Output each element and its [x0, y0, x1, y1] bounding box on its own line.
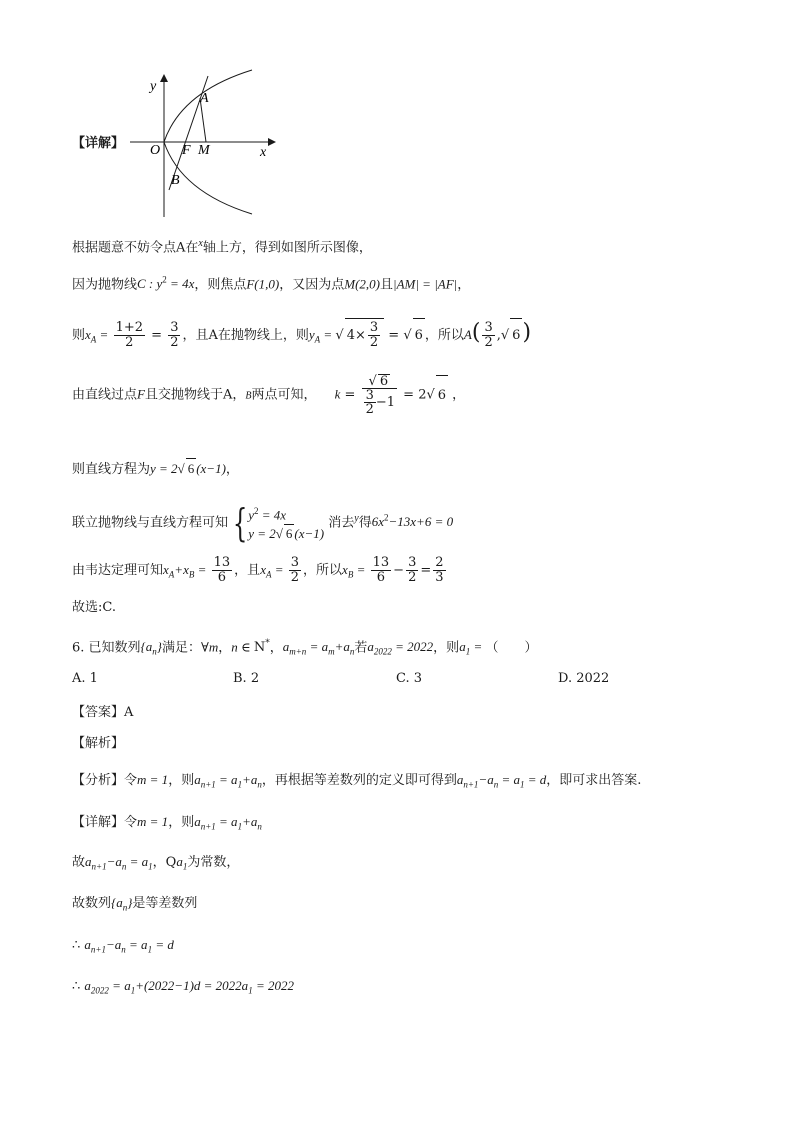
solution-line-3: 则$x_A$ = $\frac{1+2}{2}$ = $\frac{3}{2}$ ，且A在抛物线上，则$y_A$ = √ 4× $\frac{3}{2}$ = √ 6 ，所以A( $\frac{3}{2}$ ,√ 6): [72, 316, 531, 357]
text: ，且A在抛物线上，则: [182, 328, 309, 343]
solution-line-6: [72, 496, 453, 545]
text: 且交抛物线于A，: [144, 387, 246, 403]
math: = 4x: [166, 276, 195, 292]
answer-line: 【答案】A: [72, 705, 134, 720]
fraction: $\frac{3}{2}$: [290, 555, 300, 585]
therefore-line-1: ∴ $a_{n+1}-a_n = a_1 = d$: [72, 937, 174, 955]
solution-line-5: 则直线方程为y = 2√ 6 (x−1)，: [72, 458, 239, 480]
text: 【分析】令: [72, 773, 138, 788]
text: 根据题意不妨令点A在: [72, 240, 199, 256]
label-f: F: [182, 143, 191, 158]
x-axis-arrow: [268, 138, 276, 146]
math: $y_A$ =: [308, 327, 336, 345]
text: 【详解】令: [72, 815, 138, 830]
math-quadratic: $6x^2-13x+6 = 0$: [371, 513, 454, 530]
option-b: B. 2: [233, 671, 260, 686]
text: ，: [152, 855, 166, 870]
math: B: [245, 390, 252, 402]
text: 得: [358, 515, 372, 531]
text: ，则: [433, 640, 460, 656]
math-point-a: A: [463, 327, 472, 342]
math-line-eq: y = 2√ 6 (x−1): [150, 461, 226, 476]
text: ，所以: [303, 563, 343, 578]
math: y: [354, 513, 359, 524]
sqrt-sign: √: [335, 328, 344, 343]
text: 则: [72, 328, 86, 343]
question-6: 6. 已知数列$\{a_n\}$满足：∀m，n ∈ N*，$a_{m+n} = a_m+a_n$若$a_{2022} = 2022$，则$a_1$ = （ ）: [72, 639, 538, 657]
fraction: $\frac{13}{6}$: [213, 555, 231, 585]
text: ，则焦点: [194, 277, 247, 293]
text: ，且: [234, 563, 261, 578]
text: 满足：: [161, 640, 201, 656]
text: 消去: [328, 515, 355, 531]
text: ，所以: [424, 328, 464, 343]
fraction: [114, 321, 145, 350]
fraction: √ 6 $\frac{3}{2}$ −1: [362, 374, 397, 416]
analysis-line: 【分析】令m = 1，则$a_{n+1} = a_1+a_n$，再根据等差数列的定义即可得到$a_{n+1}-a_n = a_1 = d$，即可求出答案.: [72, 772, 642, 790]
math: F: [137, 386, 145, 402]
math-curve: C : $y^2 = 4x$: [137, 275, 195, 292]
text: ，则: [168, 815, 195, 830]
therefore-line-2: ∴ $a_{2022} = a_1+(2022-1)d = 2022a_1 = 2022$: [72, 978, 294, 996]
math: $x_B$ =: [342, 562, 369, 580]
text: 若: [354, 640, 368, 656]
solution-line-8: 故选:C.: [72, 600, 116, 615]
text: 由韦达定理可知: [72, 563, 164, 578]
slope-formula: k = √ 6 $\frac{3}{2}$ −1 = 2√ 6: [334, 374, 447, 417]
solution-line-7: 由韦达定理可知$x_A+x_B$ = $\frac{13}{6}$ ，且$x_A$ = $\frac{3}{2}$ ，所以$x_B$ = $\frac{13}{6}$ − $\frac{3}{2}$ = $\frac{2}{3}$: [72, 555, 444, 585]
numerator: 1+2: [115, 320, 144, 335]
text: 轴上方，得到如图所示图像，: [202, 240, 372, 256]
text: ，再根据等差数列的定义即可得到: [261, 773, 457, 788]
text: 是等差数列: [132, 896, 198, 911]
text: ，: [457, 277, 471, 293]
math: C : y: [137, 276, 163, 292]
label-y: y: [150, 79, 157, 94]
label-a: A: [200, 91, 209, 106]
var-x: x: [198, 238, 203, 249]
analysis-label: 【解析】: [72, 736, 125, 751]
text: 由直线过点: [72, 387, 138, 403]
fraction: $\frac{3}{2}$: [484, 320, 493, 350]
numerator: 3: [170, 320, 179, 335]
detail-line: 【详解】令m = 1，则$a_{n+1} = a_1+a_n$: [72, 814, 262, 832]
text: ，又因为点: [279, 277, 345, 293]
math-abs: |AM| = |AF|: [393, 276, 458, 292]
radicand: 4× $\frac{3}{2}$: [345, 318, 384, 353]
paren: (: [471, 320, 481, 345]
denominator: 2: [125, 335, 134, 350]
text: 且: [379, 277, 393, 293]
text: ，则: [168, 773, 195, 788]
parabola-figure: [126, 62, 286, 222]
text: 6. 已知数列: [72, 640, 141, 656]
text: 为常数，: [187, 855, 240, 870]
math: $x_A$ =: [260, 562, 287, 580]
therefore-symbol: ∴: [72, 938, 81, 953]
label-x: x: [260, 145, 267, 160]
label-o: O: [150, 143, 161, 158]
solution-line-4: 由直线过点F且交抛物线于A，B两点可知， k = √ 6 $\frac{3}{2}$ −1 = 2√ 6 ，: [72, 374, 466, 417]
label-m: M: [198, 143, 210, 158]
text: ，即可求出答案.: [546, 773, 642, 788]
text: 因为抛物线: [72, 277, 138, 293]
math-focus: F(1,0): [246, 276, 280, 292]
text: 两点可知，: [251, 387, 317, 403]
denominator: 2: [170, 335, 179, 350]
section-label-detail: 【详解】: [72, 136, 125, 151]
option-c: C. 3: [396, 671, 423, 686]
text: 故: [72, 855, 86, 870]
y-axis-arrow: [160, 74, 168, 82]
solution-line-2: [72, 270, 470, 295]
solution-line-1: [72, 234, 372, 258]
math: $x_A$ =: [85, 327, 112, 345]
text: 联立抛物线与直线方程可知: [72, 515, 229, 531]
option-a: A. 1: [72, 671, 98, 686]
brace: {: [232, 500, 248, 545]
math-point-m: M(2,0): [344, 276, 380, 292]
paren: ): [522, 320, 532, 345]
text: 则直线方程为: [72, 462, 151, 477]
fraction: [168, 321, 180, 350]
deduction-line-2: 故数列$\{a_n\}$是等差数列: [72, 895, 198, 913]
parabola-diagram: [126, 62, 286, 226]
text: 故数列: [72, 896, 112, 911]
fraction: $\frac{3}{2}$: [369, 320, 379, 350]
label-b: B: [171, 173, 180, 188]
therefore-symbol: ∴: [72, 979, 81, 994]
equation-system: $y^2 = 4x$ y = 2√ 6 (x−1): [248, 506, 325, 542]
option-d: D. 2022: [558, 671, 610, 686]
text: （ ）: [485, 640, 538, 656]
deduction-line-1: 故$a_{n+1}-a_n = a_1$，$Qa_1$为常数，: [72, 854, 240, 872]
math: $x_A+x_B$ =: [163, 562, 210, 580]
